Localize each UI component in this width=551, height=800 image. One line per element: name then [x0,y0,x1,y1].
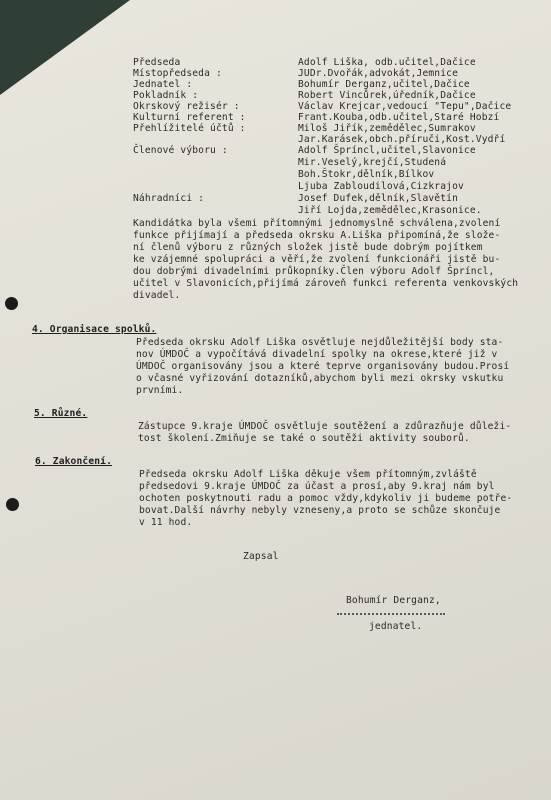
intro-line: ke vzájemné spolupráci a věří,že zvolení funkcionáři jistě bu- [133,254,501,265]
section-line: nov ÚMDOČ a vypočítává divadelní spolky na okrese,které již v [136,349,498,360]
role-person: Ljuba Zabloudilová,Cizkrajov [298,181,464,192]
section-line: Zástupce 9.kraje ÚMDOČ osvětluje soutěžení a zdůrazňuje důleži- [138,421,512,432]
section-line: v 11 hod. [139,517,193,528]
role-person: Václav Krejcar,vedoucí "Tepu",Dačice [298,101,512,112]
role-label: Přehlížitelé účtů : [133,123,246,134]
intro-line: Kandidátka byla všemi přítomnými jednomyslně schválena,zvolení [133,218,501,229]
section-heading: 6. Zakončení. [35,456,113,467]
role-person: JUDr.Dvořák,advokát,Jemnice [298,68,458,79]
role-person: Jiří Lojda,zemědělec,Krasonice. [298,205,482,216]
intro-line: funkce přijímají a předseda okrsku A.Liška připomíná,že slože- [133,230,501,241]
intro-line: divadel. [133,290,181,301]
section-line: ÚMDOČ organisovány jsou a které teprve organisovány budou.Prosí [136,361,510,372]
role-label: Jednatel : [133,79,193,90]
section-line: o včasné vyřizování dotazníků,abychom byli mezi okrsky vskutku [136,373,504,384]
role-label: Předseda [133,57,181,68]
role-person: Frant.Kouba,odb.učitel,Staré Hobzí [298,112,500,123]
section-heading: 5. Různé. [34,408,88,419]
punch-hole [5,297,18,310]
section-line: předsedovi 9.kraje ÚMDOČ za účast a prosí,aby 9.kraj nám byl [139,481,495,492]
punch-hole [6,498,19,511]
role-label: Pokladník : [133,90,199,101]
role-person: Adolf Špríncl,učitel,Slavonice [298,145,476,156]
role-label: Místopředseda : [133,68,222,79]
intro-line: dou dobrými divadelními průkopníky.Člen výboru Adolf Špríncl, [133,266,495,277]
role-person: Josef Dufek,dělník,Slavětín [298,193,458,204]
role-person: Adolf Liška, odb.učitel,Dačice [298,57,476,68]
role-person: Boh.Štokr,dělník,Bílkov [298,169,435,180]
role-label: Kulturní referent : [133,112,246,123]
role-person: Bohumír Derganz,učitel,Dačice [298,79,470,90]
section-line: bovat.Další návrhy nebyly vzneseny,a proto se schůze skončuje [139,505,501,516]
role-label: Náhradníci : [133,193,205,204]
intro-line: učitel v Slavonicích,přijímá zároveň funkci referenta venkovských [133,278,519,289]
intro-line: ní členů výboru z různých složek jistě bude dobrým pojítkem [133,242,483,253]
background-corner [0,0,130,95]
role-person: Jar.Karásek,obch.příruči,Kost.Vydří [298,134,506,145]
role-label: Okrskový režisér : [133,101,240,112]
role-person: Miloš Jiřík,zemědělec,Sumrakov [298,123,476,134]
section-line: Předseda okrsku Adolf Liška osvětluje nejdůležitější body sta- [136,337,504,348]
section-line: tost školení.Zmiňuje se také o soutěži aktivity souborů. [138,433,470,444]
role-label: Členové výboru : [133,145,228,156]
signer-role: jednatel. [369,621,423,632]
recorded-by-label: Zapsal [243,551,279,562]
section-line: ochoten poskytnouti radu a pomoc vždy,kdykoliv ji budeme potře- [139,493,513,504]
signature-line [337,613,445,615]
role-person: Robert Vincůrek,úředník,Dačice [298,90,476,101]
section-line: prvními. [136,385,184,396]
signer-name: Bohumír Derganz, [346,595,441,606]
role-person: Mir.Veselý,krejčí,Studená [298,157,447,168]
section-heading: 4. Organisace spolků. [32,324,157,335]
section-line: Předseda okrsku Adolf Liška děkuje všem přítomným,zvláště [139,469,477,480]
